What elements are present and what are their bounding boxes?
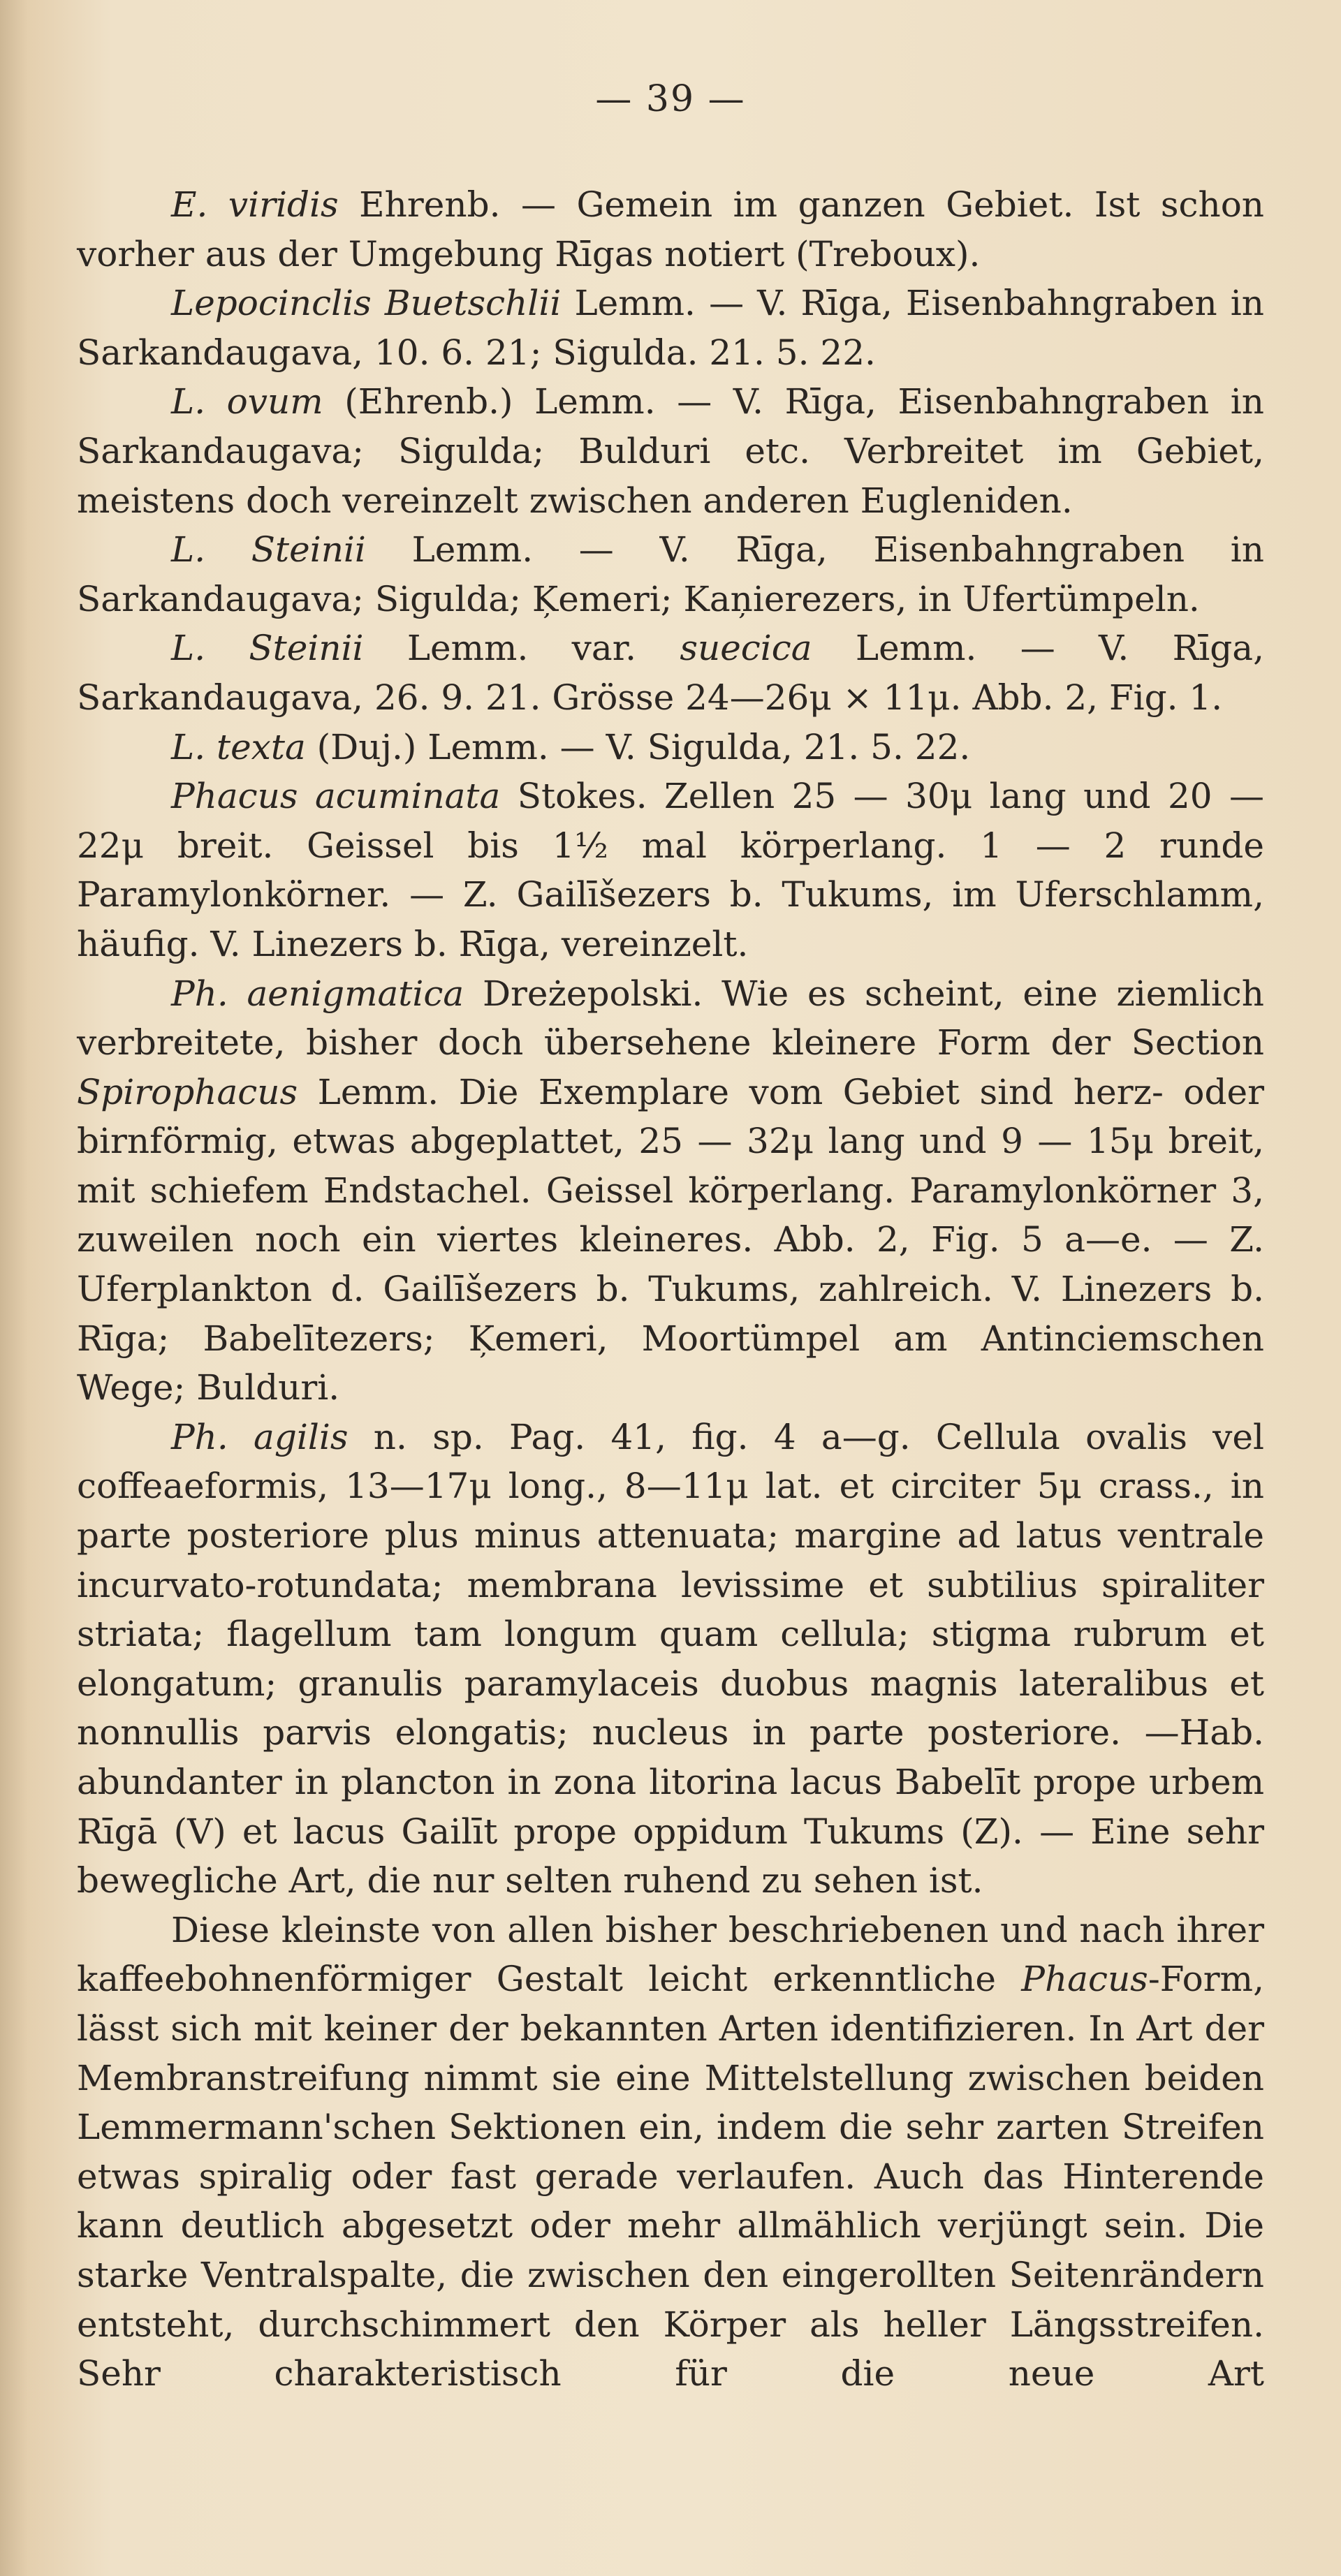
taxon-name: L. Steinii: [171, 628, 364, 669]
entry-l-steinii: [77, 525, 1264, 624]
entry-ph-aenigmatica: [77, 969, 1264, 1413]
entry-e-viridis: [77, 180, 1264, 279]
entry-phacus-acuminata: [77, 772, 1264, 969]
taxon-name: L. ovum: [171, 381, 323, 422]
taxon-name: Lepocinclis Buetschlii: [171, 283, 562, 324]
entry-lepocinclis-buetschlii: [77, 279, 1264, 377]
taxon-name: E. viridis: [171, 184, 339, 225]
page-number: — 39 —: [595, 78, 746, 120]
entry-text: Stokes. Zellen 25 — 30μ lang und 20 — 22μ breit. Geissel bis 1½ mal körperlang. 1 — 2 runde Paramylonkörner. — Z. Gailīšezers b. Tukums, im Uferschlamm, häufig. V. Linezers b. Rīga, vereinzelt.: [77, 776, 1264, 964]
paragraph-text: Diese kleinste von allen bisher beschriebenen und nach ihrer kaffeebohnenförmiger Gestalt leicht erkenntliche: [77, 1909, 1264, 2000]
entry-ph-agilis: [77, 1413, 1264, 1906]
entry-text: (Ehrenb.) Lemm. — V. Rīga, Eisenbahngraben in Sarkandaugava; Sigulda; Bulduri etc. Verbreitet im Gebiet, meistens doch vereinzelt zwischen anderen Eugleniden.: [77, 381, 1264, 521]
entry-text-continued: Lemm. — V. Rīga, Sarkandaugava, 26. 9. 21. Grösse 24—26μ × 11μ. Abb. 2, Fig. 1.: [77, 628, 1264, 718]
taxon-name: Ph. aenigmatica: [171, 973, 464, 1014]
entry-text: Lemm. — V. Rīga, Eisenbahngraben in Sarkandaugava; Sigulda; Ķemeri; Kaņierezers, in Ufertümpeln.: [77, 529, 1265, 619]
taxon-name: Phacus acuminata: [171, 776, 501, 817]
taxon-name: Ph. agilis: [171, 1416, 349, 1457]
variety-name: suecica: [680, 628, 812, 669]
entry-text: (Duj.) Lemm. — V. Sigulda, 21. 5. 22.: [305, 726, 971, 767]
entry-text: Ehrenb. — Gemein im ganzen Gebiet. Ist schon vorher aus der Umgebung Rīgas notiert (Treboux).: [77, 184, 1264, 274]
entry-text: Dreżepolski. Wie es scheint, eine ziemlich verbreitete, bisher doch übersehene kleinere Form der Section: [77, 973, 1264, 1063]
entry-text: Lemm. var.: [363, 628, 680, 669]
genus-name: Phacus: [1021, 1959, 1148, 2000]
discussion-paragraph: [77, 1906, 1264, 2399]
entry-l-texta: [77, 723, 1264, 772]
page-text: [77, 180, 1264, 2399]
entry-l-ovum: [77, 377, 1264, 525]
taxon-name: L. texta: [171, 726, 306, 767]
entry-l-steinii-suecica: [77, 624, 1264, 722]
entry-text-continued: Lemm. Die Exemplare vom Gebiet sind herz- oder birnförmig, etwas abgeplattet, 25 — 32μ lang und 9 — 15μ breit, mit schiefem Endstachel. Geissel körperlang. Paramylonkörner 3, zuweilen noch ein viertes kleineres. Abb. 2, Fig. 5 a—e. — Z. Uferplankton d. Gailīšezers b. Tukums, zahlreich. V. Linezers b. Rīga; Babelītezers; Ķemeri, Moortümpel am Antinciemschen Wege; Bulduri.: [77, 1071, 1264, 1408]
paragraph-text-continued: -Form, lässt sich mit keiner der bekannten Arten identifizieren. In Art der Membranstreifung nimmt sie eine Mittelstellung zwischen beiden Lemmermann'schen Sektionen ein, indem die sehr zarten Streifen etwas spiralig oder fast gerade verlaufen. Auch das Hinterende kann deutlich abgesetzt oder mehr allmählich verjüngt sein. Die starke Ventralspalte, die zwischen den eingerollten Seitenrändern entsteht, durchschimmert den Körper als heller Längsstreifen. Sehr charakteristisch für die neue Art: [77, 1959, 1264, 2394]
taxon-name: L. Steinii: [171, 529, 366, 571]
entry-text: Lemm. — V. Rīga, Eisenbahngraben in Sarkandaugava, 10. 6. 21; Sigulda. 21. 5. 22.: [77, 283, 1264, 373]
section-name: Spirophacus: [77, 1071, 298, 1112]
entry-text: n. sp. Pag. 41, fig. 4 a—g. Cellula ovalis vel coffeaeformis, 13—17μ long., 8—11μ lat. et circiter 5μ crass., in parte posteriore plus minus attenuata; margine ad latus ventrale incurvato-rotundata; membrana levissime et subtilius spiraliter striata; flagellum tam longum quam cellula; stigma rubrum et elongatum; granulis paramylaceis duobus magnis lateralibus et nonnullis parvis elongatis; nucleus in parte posteriore. —Hab. abundanter in plancton in zona litorina lacus Babelīt prope urbem Rīgā (V) et lacus Gailīt prope oppidum Tukums (Z). — Eine sehr bewegliche Art, die nur selten ruhend zu sehen ist.: [77, 1416, 1264, 1901]
